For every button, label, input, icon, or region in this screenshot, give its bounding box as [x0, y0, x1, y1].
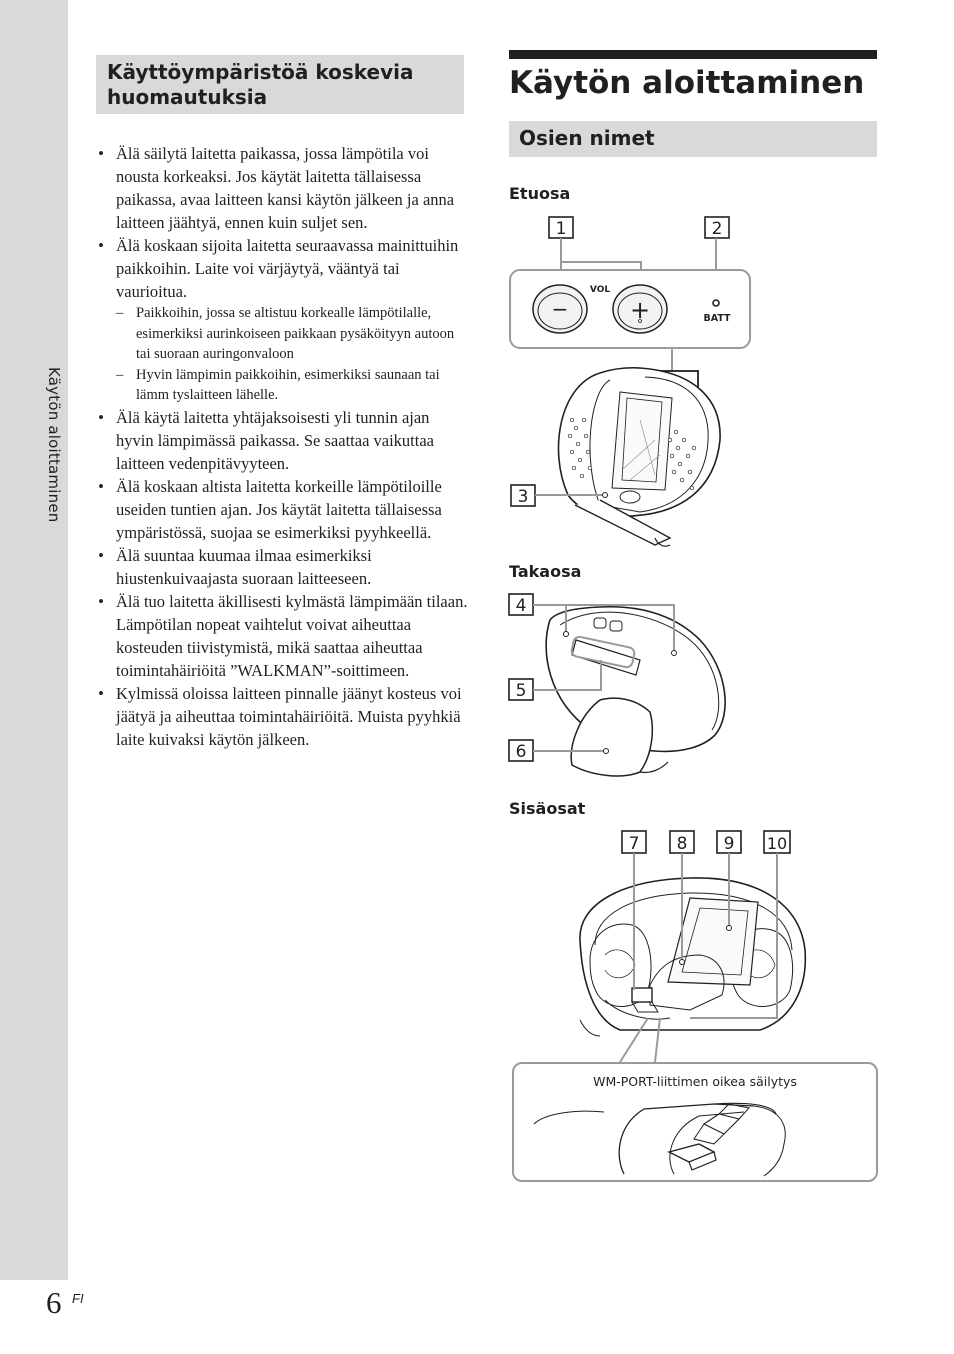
list-item: • Älä säilytä laitetta paikassa, jossa lämpötila voi nousta korkeaksi. Jos käytät laitetta tällaisessa paikassa, avaa laitteen kansi käytön jälkeen ja anna laitteen jäähtyä, ennen kuin suljet sen. — [98, 144, 455, 232]
list-item-text: Älä koskaan sijoita laitetta seuraavassa mainittuihin paikkoihin. Laite voi värjäytyä, vääntyä tai vaurioitua. — [116, 236, 459, 301]
back-heading: Takaosa — [509, 562, 582, 581]
minus-icon: − — [551, 297, 569, 321]
callout-caption: WM-PORT-liittimen oikea säilytys — [593, 1074, 797, 1089]
list-item: • Älä koskaan sijoita laitetta seuraavassa mainittuihin paikkoihin. Laite voi värjäytyä, vääntyä tai vaurioitua. – Paikkoihin, jossa se altistuu korkealle lämpötilalle, esimerkiksi aurinkoiseen paikkaan pysäköityyn autoon tai suoraan auringonvaloon – Hyvin lämpimin paikkoihin, esimerkiksi saunaan tai lämm tyslaitteen lähelle. — [96, 234, 468, 406]
list-item: • Älä koskaan altista laitetta korkeille lämpötiloille useiden tuntien ajan. Jos käytät laitetta tällaisessa ympäristössä, suojaa se esimerkiksi pyyhkeellä. — [98, 476, 442, 542]
environment-notes-heading: Käyttöympäristöä koskevia huomautuksia — [96, 55, 464, 114]
label-1: 1 — [555, 219, 567, 239]
page-title: Käytön aloittaminen — [509, 65, 865, 101]
label-10: 10 — [766, 834, 788, 853]
plus-icon: + — [629, 296, 651, 324]
connector-closeup-drawing — [514, 1064, 876, 1180]
list-item: • Älä käytä laitetta yhtäjaksoisesti yli tunnin ajan hyvin lämpimässä paikassa. Se saattaa vaikuttaa laitteen vedenpitävyyteen. — [98, 407, 434, 473]
vol-label: VOL — [589, 285, 611, 295]
label-4: 4 — [515, 596, 527, 616]
front-heading: Etuosa — [509, 184, 571, 203]
sub-list-item-text: Hyvin lämpimin paikkoihin, esimerkiksi saunaan tai lämm tyslaitteen lähelle. — [136, 366, 440, 403]
list-item-text: Älä säilytä laitetta paikassa, jossa lämpötila voi nousta korkeaksi. Jos käytät laitetta tällaisessa paikassa, avaa laitteen kansi käytön jälkeen ja anna laitteen jäähtyä, ennen kuin suljet sen. — [116, 144, 455, 232]
back-figure — [509, 594, 725, 776]
side-tab-label: Käytön aloittaminen — [45, 367, 63, 523]
section-heading: Osien nimet — [509, 121, 877, 157]
label-2: 2 — [711, 219, 723, 239]
inside-heading: Sisäosat — [509, 799, 586, 818]
batt-label: BATT — [703, 313, 731, 324]
callout-box — [512, 1062, 878, 1182]
label-9: 9 — [723, 834, 735, 854]
list-item-text: Älä käytä laitetta yhtäjaksoisesti yli tunnin ajan hyvin lämpimässä paikassa. Se saattaa vaikuttaa laitteen vedenpitävyyteen. — [116, 407, 434, 473]
front-figure — [510, 217, 750, 546]
label-8: 8 — [676, 834, 688, 854]
label-3: 3 — [517, 487, 529, 507]
sub-list-item-text: Paikkoihin, jossa se altistuu korkealle lämpötilalle, esimerkiksi aurinkoiseen paikkaan pysäköityyn autoon tai suoraan auringonvaloon — [136, 305, 455, 362]
speaker-front-drawing — [558, 368, 720, 546]
list-item: • Kylmissä oloissa laitteen pinnalle jäänyt kosteus voi jäätyä ja aiheuttaa toimintahäiriöitä. Muista pyyhkiä laite kuivaksi käytön jälkeen. — [98, 683, 462, 749]
sub-list-item: – Paikkoihin, jossa se altistuu korkealle lämpötilalle, esimerkiksi aurinkoiseen paikkaan pysäköityyn autoon tai suoraan auringonvaloon — [116, 305, 455, 362]
list-item-text: Älä suuntaa kuumaa ilmaa esimerkiksi hiustenkuivaajasta suoraan laitteeseen. — [116, 545, 372, 588]
inside-figure — [580, 831, 805, 1062]
list-item: • Älä suuntaa kuumaa ilmaa esimerkiksi hiustenkuivaajasta suoraan laitteeseen. — [98, 545, 372, 588]
list-item: • Älä tuo laitetta äkillisesti kylmästä lämpimään tilaan. Lämpötilan nopeat vaihtelut voivat aiheuttaa kosteuden tiivistymistä, mikä saattaa aiheuttaa toimintahäiriöitä ”WALKMAN”-soittimeen. — [98, 591, 468, 680]
page-language: FI — [72, 1291, 84, 1306]
sub-list-item: – Hyvin lämpimin paikkoihin, esimerkiksi saunaan tai lämm tyslaitteen lähelle. — [116, 366, 440, 403]
label-7: 7 — [628, 834, 640, 854]
page-number: 6 — [46, 1285, 62, 1320]
list-item-text: Kylmissä oloissa laitteen pinnalle jäänyt kosteus voi jäätyä ja aiheuttaa toimintahäiriöitä. Muista pyyhkiä laite kuivaksi käytön jälkeen. — [116, 683, 462, 749]
list-item-text: Älä koskaan altista laitetta korkeille lämpötiloille useiden tuntien ajan. Jos käytät laitetta tällaisessa ympäristössä, suojaa se esimerkiksi pyyhkeellä. — [116, 476, 442, 542]
label-6: 6 — [515, 742, 527, 762]
label-5: 5 — [515, 681, 527, 701]
list-item-text: Älä tuo laitetta äkillisesti kylmästä lämpimään tilaan. Lämpötilan nopeat vaihtelut voivat aiheuttaa kosteuden tiivistymistä, mikä saattaa aiheuttaa toimintahäiriöitä ”WALKMAN”-soittimeen. — [116, 591, 468, 680]
